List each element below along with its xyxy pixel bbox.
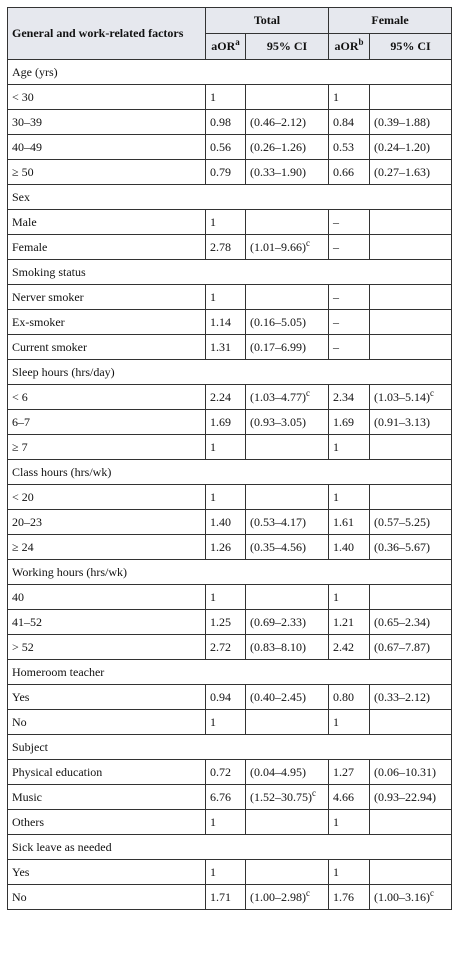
female-aor-cell: 1.40 — [329, 535, 370, 560]
section-row — [8, 460, 452, 485]
ci-value: (0.35–4.56) — [250, 539, 306, 554]
table-row — [8, 510, 452, 535]
female-aor-cell: 0.53 — [329, 135, 370, 160]
total-aor-cell: 1 — [206, 485, 246, 510]
ci-value: (0.17–6.99) — [250, 339, 306, 354]
ci-value: (0.06–10.31) — [374, 764, 437, 779]
female-aor-cell: 1 — [329, 435, 370, 460]
total-ci-cell — [246, 785, 329, 810]
total-ci-cell — [246, 860, 329, 885]
female-aor-cell: – — [329, 285, 370, 310]
female-ci-cell — [370, 610, 452, 635]
total-ci-header: 95% CI — [246, 34, 329, 60]
table-row — [8, 385, 452, 410]
female-ci-cell — [370, 685, 452, 710]
total-aor-cell: 0.79 — [206, 160, 246, 185]
ci-value: (1.03–5.14) — [374, 389, 431, 404]
female-ci-cell — [370, 285, 452, 310]
female-ci-cell — [370, 760, 452, 785]
female-aor-cell: – — [329, 335, 370, 360]
total-ci-cell — [246, 885, 329, 910]
total-ci-cell — [246, 135, 329, 160]
female-aor-cell: 1 — [329, 810, 370, 835]
significance-marker: c — [306, 887, 310, 898]
table-row — [8, 435, 452, 460]
table-row — [8, 635, 452, 660]
ci-value: (0.91–3.13) — [374, 414, 431, 429]
factor-label: Physical education — [8, 760, 206, 785]
total-ci-cell — [246, 810, 329, 835]
section-row — [8, 835, 452, 860]
female-aor-cell: 1 — [329, 860, 370, 885]
female-aor-cell: 1.27 — [329, 760, 370, 785]
total-aor-cell: 1 — [206, 810, 246, 835]
female-aor-cell: 4.66 — [329, 785, 370, 810]
female-aor-cell: – — [329, 235, 370, 260]
ci-value: (0.24–1.20) — [374, 139, 431, 154]
section-title: Working hours (hrs/wk) — [8, 560, 452, 585]
female-aor-cell: 0.66 — [329, 160, 370, 185]
table-row — [8, 860, 452, 885]
total-aor-cell: 1.31 — [206, 335, 246, 360]
factor-label: Music — [8, 785, 206, 810]
total-aor-header — [206, 34, 246, 60]
factor-label: < 6 — [8, 385, 206, 410]
table-row — [8, 210, 452, 235]
factor-label: Male — [8, 210, 206, 235]
female-aor-cell: 1.61 — [329, 510, 370, 535]
female-ci-cell — [370, 85, 452, 110]
section-title: Age (yrs) — [8, 60, 452, 85]
section-row — [8, 60, 452, 85]
ci-value: (0.27–1.63) — [374, 164, 431, 179]
total-aor-cell: 1 — [206, 585, 246, 610]
table-row — [8, 335, 452, 360]
table-row — [8, 885, 452, 910]
table-row — [8, 760, 452, 785]
total-aor-cell: 1 — [206, 435, 246, 460]
total-aor-cell: 1 — [206, 285, 246, 310]
table-row — [8, 110, 452, 135]
female-aor-cell: – — [329, 210, 370, 235]
factor-label: No — [8, 885, 206, 910]
section-row — [8, 360, 452, 385]
table-row — [8, 810, 452, 835]
factor-label: Others — [8, 810, 206, 835]
table-row — [8, 685, 452, 710]
table-row — [8, 485, 452, 510]
female-aor-cell: 1 — [329, 485, 370, 510]
ci-value: (0.57–5.25) — [374, 514, 431, 529]
total-ci-cell — [246, 85, 329, 110]
factor-label: < 20 — [8, 485, 206, 510]
total-ci-cell — [246, 485, 329, 510]
ci-value: (0.40–2.45) — [250, 689, 306, 704]
factor-label: ≥ 7 — [8, 435, 206, 460]
section-title: Sick leave as needed — [8, 835, 452, 860]
female-ci-cell — [370, 410, 452, 435]
factor-label: 6–7 — [8, 410, 206, 435]
total-ci-cell — [246, 110, 329, 135]
female-aor-cell: 2.34 — [329, 385, 370, 410]
ci-value: (0.33–2.12) — [374, 689, 431, 704]
factor-label: Yes — [8, 685, 206, 710]
factor-label: < 30 — [8, 85, 206, 110]
total-aor-cell: 1 — [206, 860, 246, 885]
female-aor-cell: 2.42 — [329, 635, 370, 660]
total-aor-cell: 1.25 — [206, 610, 246, 635]
female-aor-cell: 0.84 — [329, 110, 370, 135]
factor-label: ≥ 50 — [8, 160, 206, 185]
significance-marker: c — [306, 387, 310, 398]
section-title: Sex — [8, 185, 452, 210]
total-ci-cell — [246, 510, 329, 535]
total-aor-cell: 1 — [206, 85, 246, 110]
table-body — [8, 60, 452, 910]
table-row — [8, 785, 452, 810]
ci-value: (0.65–2.34) — [374, 614, 431, 629]
ci-value: (0.04–4.95) — [250, 764, 306, 779]
ci-value: (0.83–8.10) — [250, 639, 306, 654]
total-ci-cell — [246, 635, 329, 660]
significance-marker: c — [306, 237, 310, 248]
total-aor-cell: 2.78 — [206, 235, 246, 260]
female-aor-cell: 0.80 — [329, 685, 370, 710]
total-ci-cell — [246, 235, 329, 260]
total-aor-cell: 1.69 — [206, 410, 246, 435]
ci-value: (0.26–1.26) — [250, 139, 306, 154]
table-row — [8, 235, 452, 260]
total-aor-cell: 1.26 — [206, 535, 246, 560]
section-title: Homeroom teacher — [8, 660, 452, 685]
factor-label: ≥ 24 — [8, 535, 206, 560]
female-ci-cell — [370, 710, 452, 735]
female-ci-cell — [370, 635, 452, 660]
female-ci-cell — [370, 435, 452, 460]
factor-label: Nerver smoker — [8, 285, 206, 310]
total-ci-cell — [246, 385, 329, 410]
total-ci-cell — [246, 285, 329, 310]
significance-marker: c — [312, 787, 316, 798]
total-aor-cell: 2.24 — [206, 385, 246, 410]
ci-value: (0.69–2.33) — [250, 614, 306, 629]
female-ci-cell — [370, 485, 452, 510]
female-ci-cell — [370, 210, 452, 235]
female-ci-cell — [370, 535, 452, 560]
factor-label: 41–52 — [8, 610, 206, 635]
total-ci-cell — [246, 435, 329, 460]
total-aor-cell: 0.94 — [206, 685, 246, 710]
female-ci-cell — [370, 585, 452, 610]
ci-value: (1.00–2.98) — [250, 889, 306, 904]
table-row — [8, 85, 452, 110]
total-ci-cell — [246, 760, 329, 785]
total-aor-cell: 1.40 — [206, 510, 246, 535]
section-row — [8, 735, 452, 760]
section-title: Class hours (hrs/wk) — [8, 460, 452, 485]
female-aor-cell: – — [329, 310, 370, 335]
total-ci-cell — [246, 335, 329, 360]
total-aor-cell: 1.14 — [206, 310, 246, 335]
factor-label: > 52 — [8, 635, 206, 660]
total-ci-cell — [246, 585, 329, 610]
ci-value: (0.93–22.94) — [374, 789, 437, 804]
table-row — [8, 410, 452, 435]
factor-label: 40 — [8, 585, 206, 610]
female-group-header: Female — [329, 8, 452, 34]
ci-value: (0.53–4.17) — [250, 514, 306, 529]
section-title: Subject — [8, 735, 452, 760]
female-ci-cell — [370, 135, 452, 160]
results-table — [7, 7, 452, 910]
ci-value: (1.00–3.16) — [374, 889, 431, 904]
ci-value: (1.01–9.66) — [250, 239, 306, 254]
table-row — [8, 535, 452, 560]
female-ci-cell — [370, 510, 452, 535]
female-ci-header: 95% CI — [370, 34, 452, 60]
aor-footnote-marker: b — [358, 37, 364, 47]
significance-marker: c — [430, 887, 435, 898]
aor-label: aOR — [334, 39, 359, 53]
table-container — [7, 7, 452, 910]
table-row — [8, 160, 452, 185]
factor-column-header: General and work-related factors — [8, 8, 206, 60]
total-aor-cell: 0.72 — [206, 760, 246, 785]
section-title: Smoking status — [8, 260, 452, 285]
total-ci-cell — [246, 410, 329, 435]
total-ci-cell — [246, 535, 329, 560]
ci-value: (0.93–3.05) — [250, 414, 306, 429]
factor-label: 40–49 — [8, 135, 206, 160]
table-row — [8, 585, 452, 610]
female-aor-cell: 1.69 — [329, 410, 370, 435]
total-aor-cell: 1.71 — [206, 885, 246, 910]
factor-label: 30–39 — [8, 110, 206, 135]
factor-label: Ex-smoker — [8, 310, 206, 335]
ci-value: (1.03–4.77) — [250, 389, 306, 404]
total-ci-cell — [246, 685, 329, 710]
female-aor-cell: 1 — [329, 585, 370, 610]
female-ci-cell — [370, 235, 452, 260]
ci-value: (0.36–5.67) — [374, 539, 431, 554]
female-ci-cell — [370, 335, 452, 360]
total-ci-cell — [246, 610, 329, 635]
total-ci-cell — [246, 310, 329, 335]
aor-label: aOR — [211, 39, 236, 53]
total-aor-cell: 2.72 — [206, 635, 246, 660]
significance-marker: c — [430, 387, 435, 398]
section-row — [8, 560, 452, 585]
ci-value: (0.46–2.12) — [250, 114, 306, 129]
total-ci-cell — [246, 160, 329, 185]
female-aor-cell: 1 — [329, 710, 370, 735]
ci-value: (0.33–1.90) — [250, 164, 306, 179]
table-header — [8, 8, 452, 60]
factor-label: Yes — [8, 860, 206, 885]
total-aor-cell: 0.56 — [206, 135, 246, 160]
total-ci-cell — [246, 710, 329, 735]
factor-label: Current smoker — [8, 335, 206, 360]
female-aor-cell: 1 — [329, 85, 370, 110]
table-row — [8, 610, 452, 635]
total-aor-cell: 1 — [206, 710, 246, 735]
aor-footnote-marker: a — [235, 37, 240, 47]
female-aor-cell: 1.76 — [329, 885, 370, 910]
table-row — [8, 710, 452, 735]
factor-label: 20–23 — [8, 510, 206, 535]
factor-label: No — [8, 710, 206, 735]
factor-label: Female — [8, 235, 206, 260]
table-row — [8, 310, 452, 335]
total-ci-cell — [246, 210, 329, 235]
female-aor-cell: 1.21 — [329, 610, 370, 635]
ci-value: (0.39–1.88) — [374, 114, 431, 129]
total-group-header: Total — [206, 8, 329, 34]
female-ci-cell — [370, 810, 452, 835]
section-row — [8, 660, 452, 685]
table-row — [8, 135, 452, 160]
ci-value: (1.52–30.75) — [250, 789, 312, 804]
ci-value: (0.67–7.87) — [374, 639, 431, 654]
female-ci-cell — [370, 385, 452, 410]
total-aor-cell: 0.98 — [206, 110, 246, 135]
total-aor-cell: 6.76 — [206, 785, 246, 810]
female-ci-cell — [370, 110, 452, 135]
female-ci-cell — [370, 785, 452, 810]
table-row — [8, 285, 452, 310]
section-title: Sleep hours (hrs/day) — [8, 360, 452, 385]
female-aor-header — [329, 34, 370, 60]
female-ci-cell — [370, 310, 452, 335]
total-aor-cell: 1 — [206, 210, 246, 235]
female-ci-cell — [370, 160, 452, 185]
female-ci-cell — [370, 860, 452, 885]
female-ci-cell — [370, 885, 452, 910]
section-row — [8, 260, 452, 285]
section-row — [8, 185, 452, 210]
ci-value: (0.16–5.05) — [250, 314, 306, 329]
